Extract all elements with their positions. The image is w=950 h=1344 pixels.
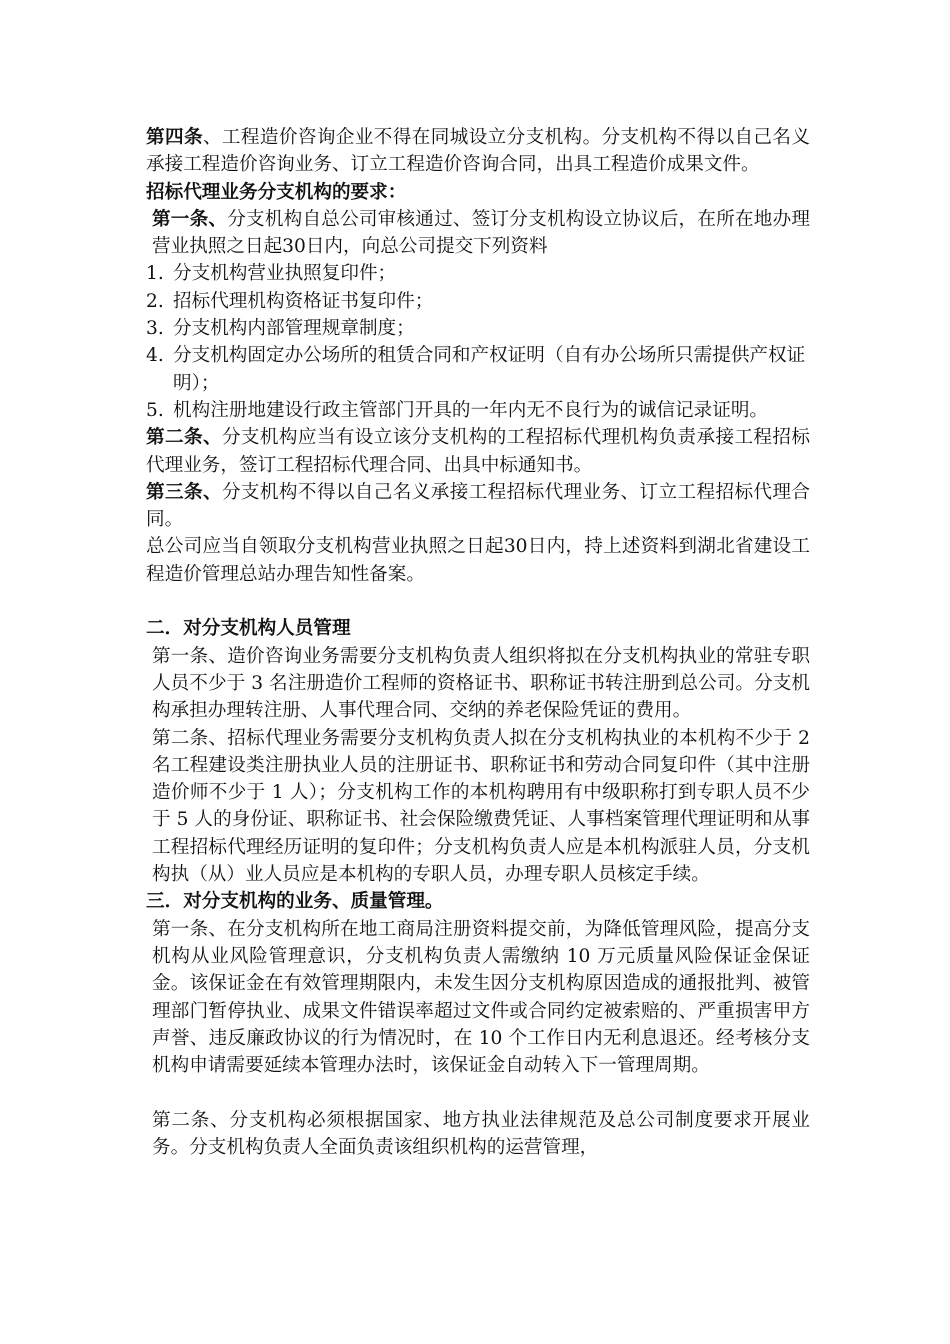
list-item-text: 机构注册地建设行政主管部门开具的一年内无不良行为的诚信记录证明。: [173, 399, 769, 421]
section-2-heading: 二．对分支机构人员管理: [146, 618, 351, 640]
list-item-number: 1.: [146, 263, 164, 285]
bidding-article-3-title: 第三条、: [146, 481, 222, 503]
list-item-number: 2.: [146, 290, 164, 312]
list-item: [146, 288, 810, 315]
document-page: [146, 124, 810, 1161]
list-item: [146, 342, 810, 397]
filing-note-paragraph: 总公司应当自领取分支机构营业执照之日起30日内，持上述资料到湖北省建设工程造价管理总站办理告知性备案。: [146, 536, 810, 585]
list-item-number: 5.: [146, 399, 164, 421]
list-item-number: 3.: [146, 318, 164, 340]
bidding-article-1-title: 第一条、: [152, 208, 228, 230]
list-item: [146, 315, 810, 342]
blank-line: [146, 1079, 810, 1106]
section-2-paragraph-1: 第一条、造价咨询业务需要分支机构负责人组织将拟在分支机构执业的常驻专职人员不少于 3 名注册造价工程师的资格证书、职称证书转注册到总公司。分支机构承担办理转注册、人事代理合同、交纳的养老保险凭证的费用。: [152, 645, 810, 722]
list-item: [146, 260, 810, 287]
section-3-paragraph-1: 第一条、在分支机构所在地工商局注册资料提交前，为降低管理风险，提高分支机构从业风险管理意识，分支机构负责人需缴纳 10 万元质量风险保证金保证金。该保证金在有效管理期限内，未发生因分支机构原因造成的通报批判、被管理部门暂停执业、成果文件错误率超过文件或合同约定被索赔的、严重损害甲方声誉、违反廉政协议的行为情况时，在 10 个工作日内无利息退还。经考核分支机构申请需要延续本管理办法时，该保证金自动转入下一管理周期。: [152, 918, 810, 1077]
list-item: [146, 397, 810, 424]
list-item-text: 分支机构内部管理规章制度；: [173, 318, 415, 340]
list-item-text: 分支机构固定办公场所的租赁合同和产权证明（自有办公场所只需提供产权证明）；: [173, 345, 806, 394]
article-4-title: 第四条: [146, 127, 203, 148]
article-4-paragraph: [146, 124, 810, 179]
section-2-paragraph-2: 第二条、招标代理业务需要分支机构负责人拟在分支机构执业的本机构不少于 2 名工程建设类注册执业人员的注册证书、职称证书和劳动合同复印件（其中注册造价师不少于 1 人）；分支机构工作的本机构聘用有中级职称打到专职人员不少于 5 人的身份证、职称证书、社会保险缴费凭证、人事档案管理代理证明和从事工程招标代理经历证明的复印件；分支机构负责人应是本机构派驻人员，分支机构执（从）业人员应是本机构的专职人员，办理专职人员核定手续。: [152, 727, 810, 886]
bidding-article-3-paragraph: [146, 479, 810, 534]
list-item-number: 4.: [146, 345, 164, 367]
bidding-agency-heading: 招标代理业务分支机构的要求：: [146, 181, 407, 203]
blank-line: [146, 588, 810, 615]
bidding-article-3-text: 分支机构不得以自己名义承接工程招标代理业务、订立工程招标代理合同。: [146, 481, 810, 531]
section-3-heading: 三．对分支机构的业务、质量管理。: [146, 891, 444, 913]
section-3-paragraph-2: 第二条、分支机构必须根据国家、地方执业法律规范及总公司制度要求开展业务。分支机构负责人全面负责该组织机构的运营管理，: [152, 1109, 810, 1158]
bidding-article-1-text: 分支机构自总公司审核通过、签订分支机构设立协议后，在所在地办理营业执照之日起30日内，向总公司提交下列资料: [152, 208, 810, 258]
bidding-article-2-title: 第二条、: [146, 427, 222, 449]
bidding-article-2-paragraph: [146, 424, 810, 479]
materials-list: [146, 260, 810, 424]
list-item-text: 招标代理机构资格证书复印件；: [173, 290, 434, 312]
bidding-article-1-paragraph: [146, 206, 810, 261]
bidding-article-2-text: 分支机构应当有设立该分支机构的工程招标代理机构负责承接工程招标代理业务，签订工程招标代理合同、出具中标通知书。: [146, 427, 810, 476]
list-item-text: 分支机构营业执照复印件；: [173, 263, 397, 285]
article-4-text: 、工程造价咨询企业不得在同城设立分支机构。分支机构不得以自己名义承接工程造价咨询业务、订立工程造价咨询合同，出具工程造价成果文件。: [146, 127, 810, 176]
